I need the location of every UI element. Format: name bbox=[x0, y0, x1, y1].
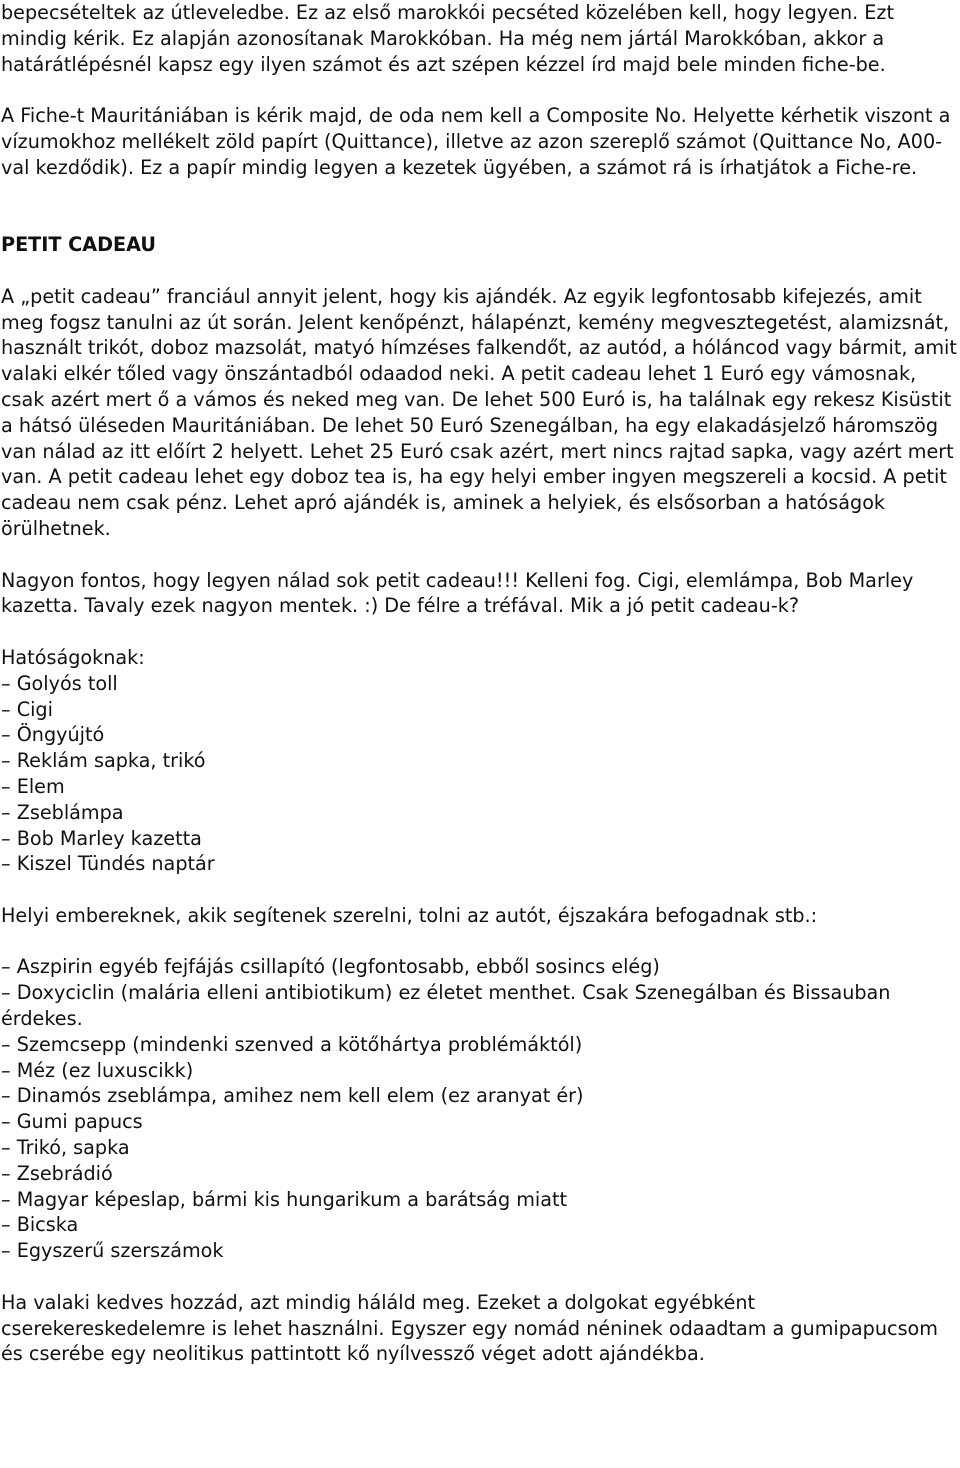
section-gap bbox=[1, 181, 960, 233]
intro-paragraph-2: A Fiche-t Mauritániában is kérik majd, de oda nem kell a Composite No. Helyette kérhetik viszont a vízumokhoz mellékelt zöld papírt (Quittance), illetve az azon szereplő számot (Quittance No, A00-val kezdődik). Ez a papír mindig legyen a kezetek ügyében, a számot rá is írhatjátok a Fiche-re. bbox=[1, 104, 951, 179]
list-item: – Aszpirin egyéb fejfájás csillapító (legfontosabb, ebből sosincs elég) bbox=[1, 955, 660, 979]
paragraph-gap bbox=[1, 1264, 960, 1290]
list-item: – Kiszel Tündés naptár bbox=[1, 852, 215, 876]
list-item: – Gumi papucs bbox=[1, 1110, 143, 1134]
section-paragraph-2: Nagyon fontos, hogy legyen nálad sok petit cadeau!!! Kelleni fog. Cigi, elemlámpa, Bob Marley kazetta. Tavaly ezek nagyon mentek. :) De félre a tréfával. Mik a jó petit cadeau-k? bbox=[1, 568, 914, 618]
list-item: – Öngyújtó bbox=[1, 723, 105, 747]
list-item: – Bicska bbox=[1, 1213, 79, 1237]
locals-list bbox=[1, 954, 960, 1264]
paragraph-gap bbox=[1, 77, 960, 103]
authorities-list bbox=[1, 671, 960, 877]
list-item: – Egyszerű szerszámok bbox=[1, 1239, 224, 1263]
paragraph-gap bbox=[1, 929, 960, 955]
list-item: – Reklám sapka, trikó bbox=[1, 749, 206, 773]
list-item: – Doxyciclin (malária elleni antibiotikum) ez életet menthet. Csak Szenegálban és Bissauban érdekes. bbox=[1, 981, 891, 1031]
list-item: – Zsebrádió bbox=[1, 1161, 113, 1185]
locals-list-title: Helyi embereknek, akik segítenek szerelni, tolni az autót, éjszakára befogadnak stb.: bbox=[1, 903, 818, 927]
list-item: – Dinamós zseblámpa, amihez nem kell elem (ez aranyat ér) bbox=[1, 1084, 584, 1108]
paragraph-gap bbox=[1, 619, 960, 645]
list-item: – Zseblámpa bbox=[1, 800, 124, 824]
list-item: – Trikó, sapka bbox=[1, 1136, 130, 1160]
list-item: – Golyós toll bbox=[1, 671, 118, 695]
list-item: – Cigi bbox=[1, 697, 53, 721]
list-item: – Méz (ez luxuscikk) bbox=[1, 1058, 194, 1082]
intro-paragraph-1: bepecsételtek az útleveledbe. Ez az első marokkói pecséted közelében kell, hogy legyen. Ezt mindig kérik. Ez alapján azonosítanak Marokkóban. Ha még nem jártál Marokkóban, akkor a határátlépésnél kapsz egy ilyen számot és azt szépen kézzel írd majd bele minden fiche-be. bbox=[1, 1, 895, 76]
list-item: – Szemcsepp (mindenki szenved a kötőhártya problémáktól) bbox=[1, 1032, 583, 1056]
list-item: – Magyar képeslap, bármi kis hungarikum a barátság miatt bbox=[1, 1187, 568, 1211]
paragraph-gap bbox=[1, 877, 960, 903]
authorities-list-title: Hatóságoknak: bbox=[1, 645, 145, 669]
paragraph-gap bbox=[1, 542, 960, 568]
section-heading: PETIT CADEAU bbox=[1, 233, 156, 257]
closing-paragraph: Ha valaki kedves hozzád, azt mindig háláld meg. Ezeket a dolgokat egyébként cserekereskedelemre is lehet használni. Egyszer egy nomád néninek odaadtam a gumipapucsom és cserébe egy neolitikus pattintott kő nyílvessző véget adott ajándékba. bbox=[1, 1290, 938, 1366]
list-item: – Bob Marley kazetta bbox=[1, 826, 202, 850]
section-paragraph-1: A „petit cadeau” franciául annyit jelent, hogy kis ajándék. Az egyik legfontosabb kifejezés, amit meg fogsz tanulni az út során. Jelent kenőpénzt, hálapénzt, kemény megvesztegetést, alamizsnát, használt trikót, doboz mazsolát, matyó hímzéses falkendőt, az autód, a hóláncod vagy bármit, amit valaki elkér tőled vagy önszántadból odaadod neki. A petit cadeau lehet 1 Euró egy vámosnak, csak azért mert ő a vámos és neked meg van. De lehet 500 Euró is, ha találnak egy rekesz Kisüstit a hátsó üléseden Mauritániában. De lehet 50 Euró Szenegálban, ha egy elakadásjelző háromszög van nálad az itt előírt 2 helyett. Lehet 25 Euró csak azért, mert nincs rajtad sapka, vagy azért mert van. A petit cadeau lehet egy doboz tea is, ha egy helyi ember ingyen megszereli a kocsid. A petit cadeau nem csak pénz. Lehet apró ajándék is, aminek a helyiek, és elsősorban a hatóságok örülhetnek. bbox=[1, 284, 957, 540]
paragraph-gap bbox=[1, 258, 960, 284]
list-item: – Elem bbox=[1, 774, 65, 798]
